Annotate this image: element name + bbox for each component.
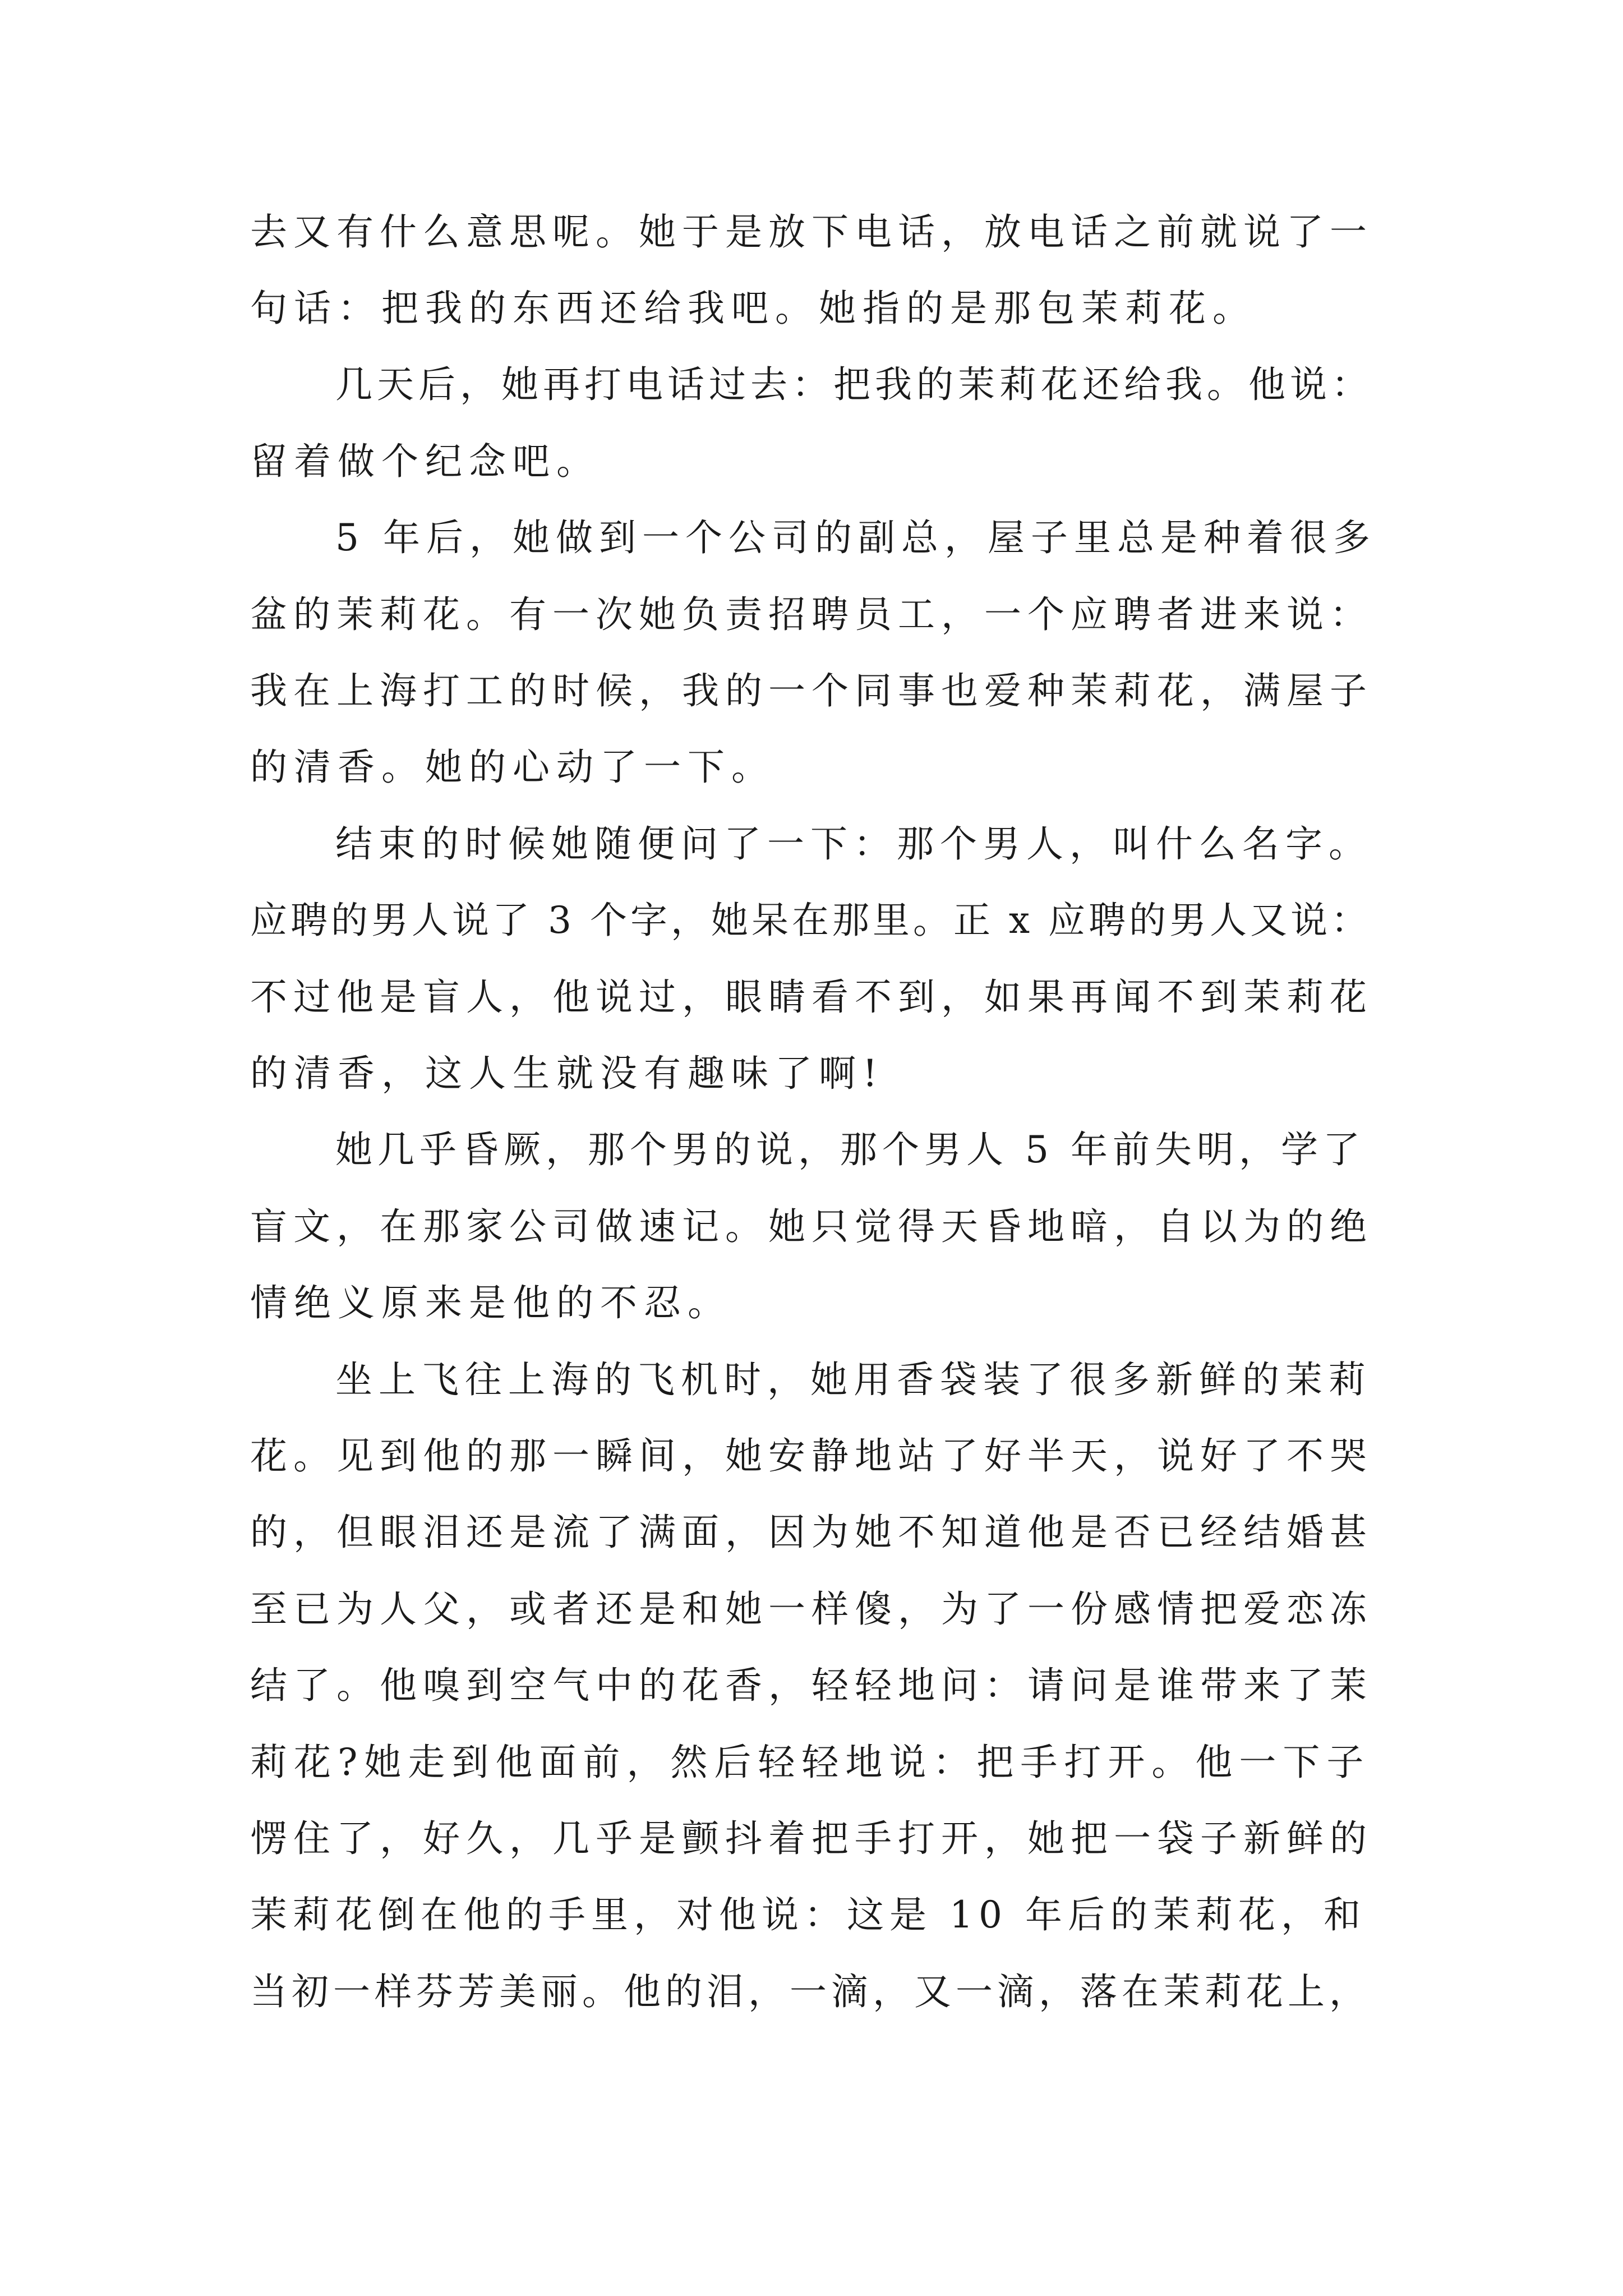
text-line: 莉花?她走到他面前，然后轻轻地说：把手打开。他一下子 (250, 1741, 1371, 1784)
text-line: 花。见到他的那一瞬间，她安静地站了好半天，说好了不哭 (250, 1434, 1373, 1478)
text-line: 愣住了，好久，几乎是颤抖着把手打开，她把一袋子新鲜的 (250, 1817, 1373, 1860)
text-line: 留着做个纪念吧。 (250, 440, 600, 483)
text-line: 盲文，在那家公司做速记。她只觉得天昏地暗，自以为的绝 (250, 1205, 1373, 1248)
text-line: 的清香，这人生就没有趣味了啊! (250, 1052, 884, 1095)
text-line: 应聘的男人说了 3 个字，她呆在那里。正 x 应聘的男人又说： (250, 899, 1372, 942)
text-line: 的，但眼泪还是流了满面，因为她不知道他是否已经结婚甚 (250, 1511, 1373, 1554)
text-line: 结束的时候她随便问了一下：那个男人，叫什么名字。 (335, 822, 1372, 866)
text-line: 不过他是盲人，他说过，眼睛看不到，如果再闻不到茉莉花 (250, 976, 1373, 1019)
text-line: 句话：把我的东西还给我吧。她指的是那包茉莉花。 (250, 287, 1256, 330)
text-line: 结了。他嗅到空气中的花香，轻轻地问：请问是谁带来了茉 (250, 1664, 1373, 1707)
text-line: 我在上海打工的时候，我的一个同事也爱种茉莉花，满屋子 (250, 669, 1373, 712)
text-line: 几天后，她再打电话过去：把我的茉莉花还给我。他说： (335, 363, 1373, 406)
text-line: 盆的茉莉花。有一次她负责招聘员工，一个应聘者进来说： (250, 593, 1373, 636)
text-line: 5 年后，她做到一个公司的副总，屋子里总是种着很多 (335, 516, 1376, 559)
text-line: 去又有什么意思呢。她于是放下电话，放电话之前就说了一 (250, 210, 1373, 254)
text-line: 当初一样芬芳美丽。他的泪，一滴，又一滴，落在茉莉花上， (250, 1970, 1371, 2013)
text-line: 茉莉花倒在他的手里，对他说：这是 10 年后的茉莉花，和 (250, 1893, 1366, 1936)
text-line: 她几乎昏厥，那个男的说，那个男人 5 年前失明，学了 (335, 1128, 1365, 1171)
text-line: 情绝义原来是他的不忍。 (250, 1281, 731, 1324)
text-line: 至已为人父，或者还是和她一样傻，为了一份感情把爱恋冻 (250, 1588, 1373, 1631)
text-line: 的清香。她的心动了一下。 (250, 746, 775, 789)
text-line: 坐上飞往上海的飞机时，她用香袋装了很多新鲜的茉莉 (335, 1358, 1372, 1401)
